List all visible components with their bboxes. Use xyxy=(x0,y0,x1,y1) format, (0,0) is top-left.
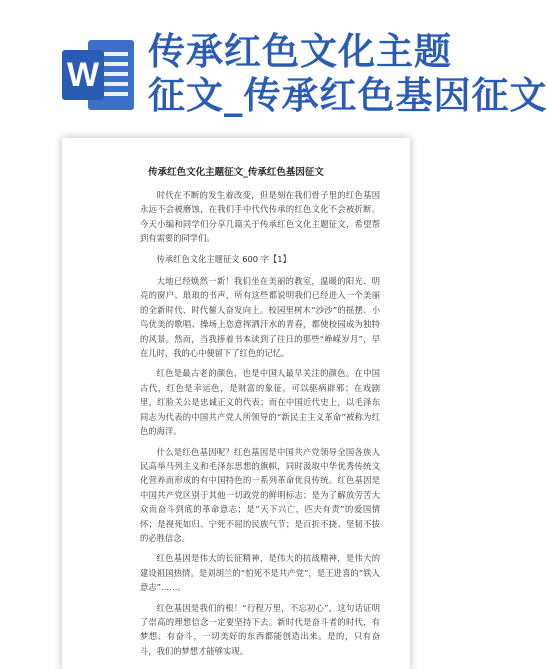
body-paragraph: 红色基因是伟大的长征精神，是伟大的抗战精神，是伟大的建设祖国热情。是刘胡兰的“怕死不是共产党”，是王进喜的“铁人意志”……。 xyxy=(140,553,380,593)
header-banner xyxy=(0,0,548,150)
body-paragraph: 大地已经焕然一新！我们坐在美丽的教室，温暖的阳光、明亮的窗户、琅琅的书声，所有这些都说明我们已经进入一个美丽的全新时代、时代催人奋发向上。校园里树木“沙沙”的摇摆、小鸟优美的歌唱、操场上恣意挥洒汗水的青春，都使校园成为独特的风景。然而，当我捧着书本读到了往日的那些“峥嵘岁月”，早在儿时，我的心中便留下了红色的记忆。 xyxy=(140,276,380,359)
document-title: 传承红色文化主题征文_传承红色基因征文 xyxy=(148,167,324,178)
word-letter-box: W xyxy=(62,50,104,100)
body-paragraph: 红色是最古老的颜色，也是中国人最早关注的颜色。在中国古代，红色是幸运色，是财富的象征，可以驱病辟邪；在戏剧里，红脸关公是忠诚正义的代表；而在中国近代史上，以毛泽东同志为代表的中国共产党人所领导的“新民主主义革命”被称为红色的海洋。 xyxy=(140,368,380,437)
section-heading: 传承红色文化主题征文 600 字【1】 xyxy=(156,253,291,264)
intro-paragraph: 时代在不断的发生着改变，但是刻在我们骨子里的红色基因永远不会被磨蚀，在我们手中代代传承的红色文化不会被折断。今天小编和同学们分享几篇关于传承红色文化主题征文，希望帮到有需要的同学们。 xyxy=(140,190,380,244)
body-paragraph: 红色基因是我们的根！“行程万里，不忘初心”，这句话证明了崇高的理想信念一定要坚持下去。新时代是奋斗者的时代，有梦想、有奋斗，一切美好的东西都能创造出来。是的，只有奋斗，我们的梦想才能够实现。 xyxy=(140,602,380,656)
banner-title-line2: 征文_传承红色基因征文 xyxy=(148,74,548,117)
word-doc-icon xyxy=(62,36,136,114)
document-body xyxy=(140,188,380,664)
banner-title-line1: 传承红色文化主题 xyxy=(148,30,452,73)
document-sheet xyxy=(62,138,410,669)
body-paragraph: 什么是红色基因呢？红色基因是中国共产党领导全国各族人民高举马列主义和毛泽东思想的旗帜，同时汲取中华优秀传统文化营养而形成的有中国特色的一系列革命优良传统。红色基因是中国共产党区别于其他一切政党的鲜明标志；是为了解放劳苦大众而奋斗到底的革命意志；是“天下兴亡，匹夫有责”的爱国情怀；是视死如归、宁死不屈的民族气节；是百折不挠、坚韧不拔的必胜信念。 xyxy=(140,446,380,543)
